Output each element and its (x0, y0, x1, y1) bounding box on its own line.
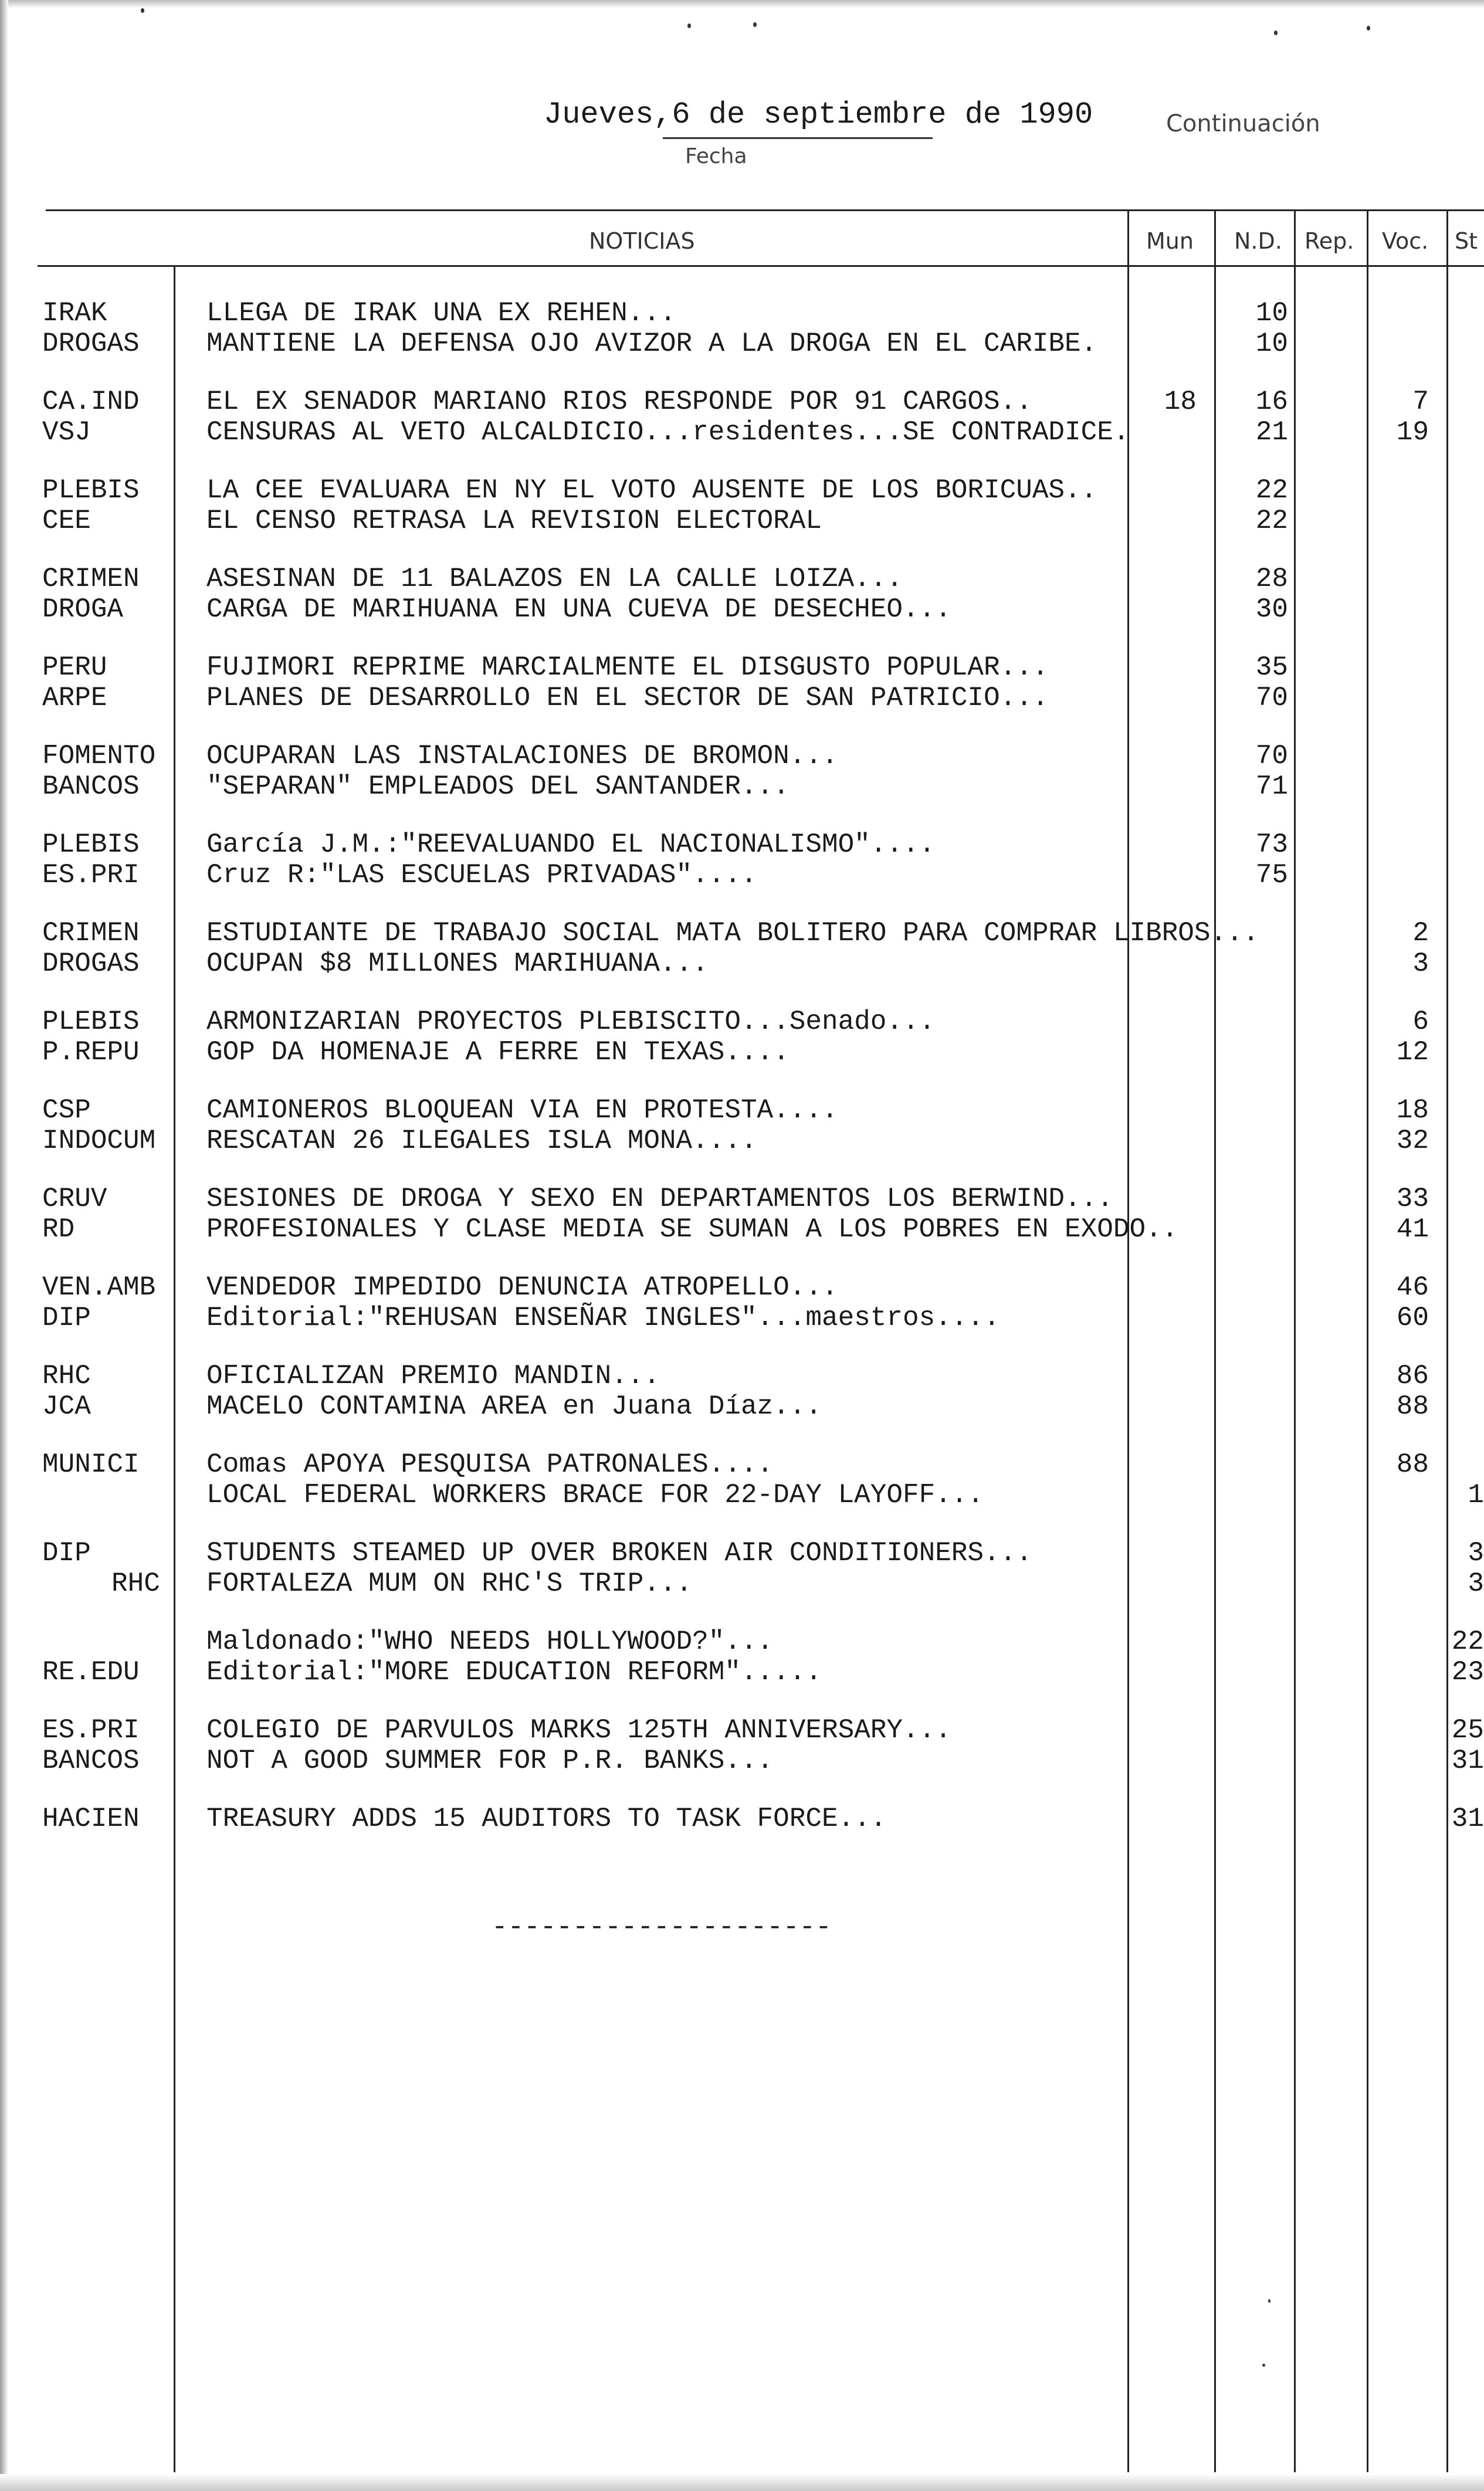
row-st-page: 3 (1468, 1538, 1484, 1568)
row-nd-page: 75 (1255, 860, 1288, 890)
row-tag: ES.PRI (42, 860, 140, 890)
row-st-page: 23 (1451, 1657, 1484, 1687)
row-tag: IRAK (42, 298, 107, 328)
row-headline: PROFESIONALES Y CLASE MEDIA SE SUMAN A LOS POBRES EN EXODO.. (206, 1214, 1178, 1245)
row-headline: PLANES DE DESARROLLO EN EL SECTOR DE SAN PATRICIO... (206, 683, 1049, 713)
scan-speck (141, 8, 144, 13)
column-divider-st (1446, 209, 1448, 2472)
row-nd-page: 22 (1255, 475, 1288, 506)
row-tag: CRIMEN (42, 564, 140, 594)
row-st-page: 25 (1451, 1715, 1484, 1746)
row-nd-page: 10 (1255, 328, 1288, 359)
row-headline: VENDEDOR IMPEDIDO DENUNCIA ATROPELLO... (206, 1272, 838, 1303)
row-headline: ESTUDIANTE DE TRABAJO SOCIAL MATA BOLITERO PARA COMPRAR LIBROS... (206, 918, 1259, 948)
table-top-rule (46, 209, 1484, 211)
column-divider-mun (1127, 209, 1129, 2472)
row-headline: LOCAL FEDERAL WORKERS BRACE FOR 22-DAY LAYOFF... (206, 1480, 984, 1510)
row-tag: VEN.AMB (42, 1272, 156, 1303)
row-headline: OCUPARAN LAS INSTALACIONES DE BROMON... (206, 741, 838, 771)
row-voc-page: 18 (1396, 1095, 1429, 1126)
row-voc-page: 33 (1396, 1184, 1429, 1214)
column-divider-voc (1367, 209, 1368, 2472)
row-tag: INDOCUM (42, 1126, 156, 1156)
row-headline: LLEGA DE IRAK UNA EX REHEN... (206, 298, 676, 328)
row-headline: EL CENSO RETRASA LA REVISION ELECTORAL (206, 506, 822, 536)
row-headline: Editorial:"MORE EDUCATION REFORM"..... (206, 1657, 822, 1687)
row-headline: CAMIONEROS BLOQUEAN VIA EN PROTESTA.... (206, 1095, 838, 1126)
row-nd-page: 21 (1255, 417, 1288, 448)
scan-edge-bottom (0, 2474, 1484, 2491)
row-voc-page: 32 (1396, 1126, 1429, 1156)
row-voc-page: 2 (1412, 918, 1429, 948)
row-headline: Comas APOYA PESQUISA PATRONALES.... (206, 1449, 774, 1480)
row-voc-page: 19 (1396, 417, 1429, 448)
row-st-page: 3 (1468, 1568, 1484, 1599)
row-headline: García J.M.:"REEVALUANDO EL NACIONALISMO".... (206, 829, 936, 860)
continuation-label: Continuación (1166, 110, 1320, 137)
row-voc-page: 7 (1412, 387, 1429, 417)
scan-speck (687, 23, 691, 28)
row-nd-page: 70 (1255, 683, 1288, 713)
row-headline: Maldonado:"WHO NEEDS HOLLYWOOD?"... (206, 1626, 774, 1657)
row-tag: DIP (42, 1303, 91, 1333)
row-headline: Editorial:"REHUSAN ENSEÑAR INGLES"...maestros.... (206, 1303, 1000, 1333)
row-headline: STUDENTS STEAMED UP OVER BROKEN AIR CONDITIONERS... (206, 1538, 1032, 1568)
row-st-page: 31 (1451, 1746, 1484, 1776)
row-headline: OFICIALIZAN PREMIO MANDIN... (206, 1361, 660, 1391)
column-divider-tag (174, 267, 175, 2472)
row-voc-page: 46 (1396, 1272, 1429, 1303)
row-tag: CRIMEN (42, 918, 140, 948)
row-headline: FORTALEZA MUM ON RHC'S TRIP... (206, 1568, 693, 1599)
row-tag: RD (42, 1214, 75, 1245)
row-tag: FOMENTO (42, 741, 156, 771)
row-headline: CARGA DE MARIHUANA EN UNA CUEVA DE DESECHEO... (206, 594, 951, 625)
footer-divider: --------------------- (492, 1912, 832, 1943)
row-headline: EL EX SENADOR MARIANO RIOS RESPONDE POR 91 CARGOS.. (206, 387, 1032, 417)
row-mun-page: 18 (1164, 387, 1197, 417)
scan-speck (1367, 26, 1370, 30)
column-divider-nd (1214, 209, 1216, 2472)
row-headline: MACELO CONTAMINA AREA en Juana Díaz... (206, 1391, 822, 1422)
row-tag: CEE (42, 506, 91, 536)
row-tag: DROGAS (42, 328, 140, 359)
row-voc-page: 3 (1412, 948, 1429, 979)
row-headline: MANTIENE LA DEFENSA OJO AVIZOR A LA DROGA EN EL CARIBE. (206, 328, 1097, 359)
row-nd-page: 73 (1255, 829, 1288, 860)
scan-speck (1268, 2299, 1270, 2303)
row-voc-page: 60 (1396, 1303, 1429, 1333)
header-mun: Mun (1146, 228, 1194, 254)
scan-speck (1262, 2364, 1265, 2367)
row-headline: ASESINAN DE 11 BALAZOS EN LA CALLE LOIZA... (206, 564, 903, 594)
date-label: Fecha (685, 144, 747, 168)
row-voc-page: 6 (1412, 1006, 1429, 1037)
scan-edge-top (0, 0, 1484, 8)
row-headline: TREASURY ADDS 15 AUDITORS TO TASK FORCE... (206, 1804, 887, 1834)
row-headline: LA CEE EVALUARA EN NY EL VOTO AUSENTE DE LOS BORICUAS.. (206, 475, 1097, 506)
header-nd: N.D. (1234, 228, 1282, 254)
row-headline: COLEGIO DE PARVULOS MARKS 125TH ANNIVERSARY... (206, 1715, 951, 1746)
row-tag: VSJ (42, 417, 91, 448)
row-headline: "SEPARAN" EMPLEADOS DEL SANTANDER... (206, 771, 790, 802)
row-tag: PLEBIS (42, 475, 140, 506)
row-voc-page: 86 (1396, 1361, 1429, 1391)
row-tag: P.REPU (42, 1037, 140, 1067)
row-nd-page: 28 (1255, 564, 1288, 594)
row-headline: CENSURAS AL VETO ALCALDICIO...residentes...SE CONTRADICE. (206, 417, 1130, 448)
row-tag: CRUV (42, 1184, 107, 1214)
row-tag: PLEBIS (42, 829, 140, 860)
row-headline: FUJIMORI REPRIME MARCIALMENTE EL DISGUSTO POPULAR... (206, 652, 1049, 683)
row-headline: Cruz R:"LAS ESCUELAS PRIVADAS".... (206, 860, 757, 890)
row-voc-page: 88 (1396, 1391, 1429, 1422)
row-tag: MUNICI (42, 1449, 140, 1480)
row-st-page: 31 (1451, 1804, 1484, 1834)
row-tag: PLEBIS (42, 1006, 140, 1037)
row-st-page: 1 (1468, 1480, 1484, 1510)
scan-speck (1274, 30, 1278, 35)
row-tag: BANCOS (42, 1746, 140, 1776)
row-headline: NOT A GOOD SUMMER FOR P.R. BANKS... (206, 1746, 774, 1776)
row-tag: CA.IND (42, 387, 140, 417)
row-tag: ES.PRI (42, 1715, 140, 1746)
row-nd-page: 22 (1255, 506, 1288, 536)
row-tag: JCA (42, 1391, 91, 1422)
scan-speck (753, 22, 757, 27)
row-voc-page: 41 (1396, 1214, 1429, 1245)
row-headline: ARMONIZARIAN PROYECTOS PLEBISCITO...Senado... (206, 1006, 936, 1037)
row-st-page: 22 (1451, 1626, 1484, 1657)
row-tag: ARPE (42, 683, 107, 713)
date-underline (663, 137, 933, 139)
row-tag: CSP (42, 1095, 91, 1126)
date-text: Jueves,6 de septiembre de 1990 (544, 97, 1093, 132)
row-nd-page: 35 (1255, 652, 1288, 683)
header-noticias: NOTICIAS (589, 228, 695, 254)
row-tag: RHC (42, 1361, 91, 1391)
header-rep: Rep. (1305, 228, 1354, 254)
row-voc-page: 12 (1396, 1037, 1429, 1067)
row-headline: RESCATAN 26 ILEGALES ISLA MONA.... (206, 1126, 757, 1156)
row-tag: DROGA (42, 594, 124, 625)
row-nd-page: 71 (1255, 771, 1288, 802)
scan-edge-left (0, 0, 8, 2491)
row-tag: PERU (42, 652, 107, 683)
row-tag: DIP (42, 1538, 91, 1568)
row-nd-page: 70 (1255, 741, 1288, 771)
row-tag: DROGAS (42, 948, 140, 979)
row-tag: BANCOS (42, 771, 140, 802)
table-header-rule (38, 265, 1484, 267)
header-st: St (1455, 228, 1478, 254)
row-headline: GOP DA HOMENAJE A FERRE EN TEXAS.... (206, 1037, 790, 1067)
row-voc-page: 88 (1396, 1449, 1429, 1480)
row-tag: RE.EDU (42, 1657, 140, 1687)
row-nd-page: 30 (1255, 594, 1288, 625)
row-nd-page: 10 (1255, 298, 1288, 328)
column-divider-rep (1294, 209, 1296, 2472)
row-headline: OCUPAN $8 MILLONES MARIHUANA... (206, 948, 709, 979)
row-tag: HACIEN (42, 1804, 140, 1834)
row-tag: RHC (111, 1568, 160, 1599)
header-voc: Voc. (1382, 228, 1429, 254)
row-headline: SESIONES DE DROGA Y SEXO EN DEPARTAMENTOS LOS BERWIND... (206, 1184, 1113, 1214)
row-nd-page: 16 (1255, 387, 1288, 417)
